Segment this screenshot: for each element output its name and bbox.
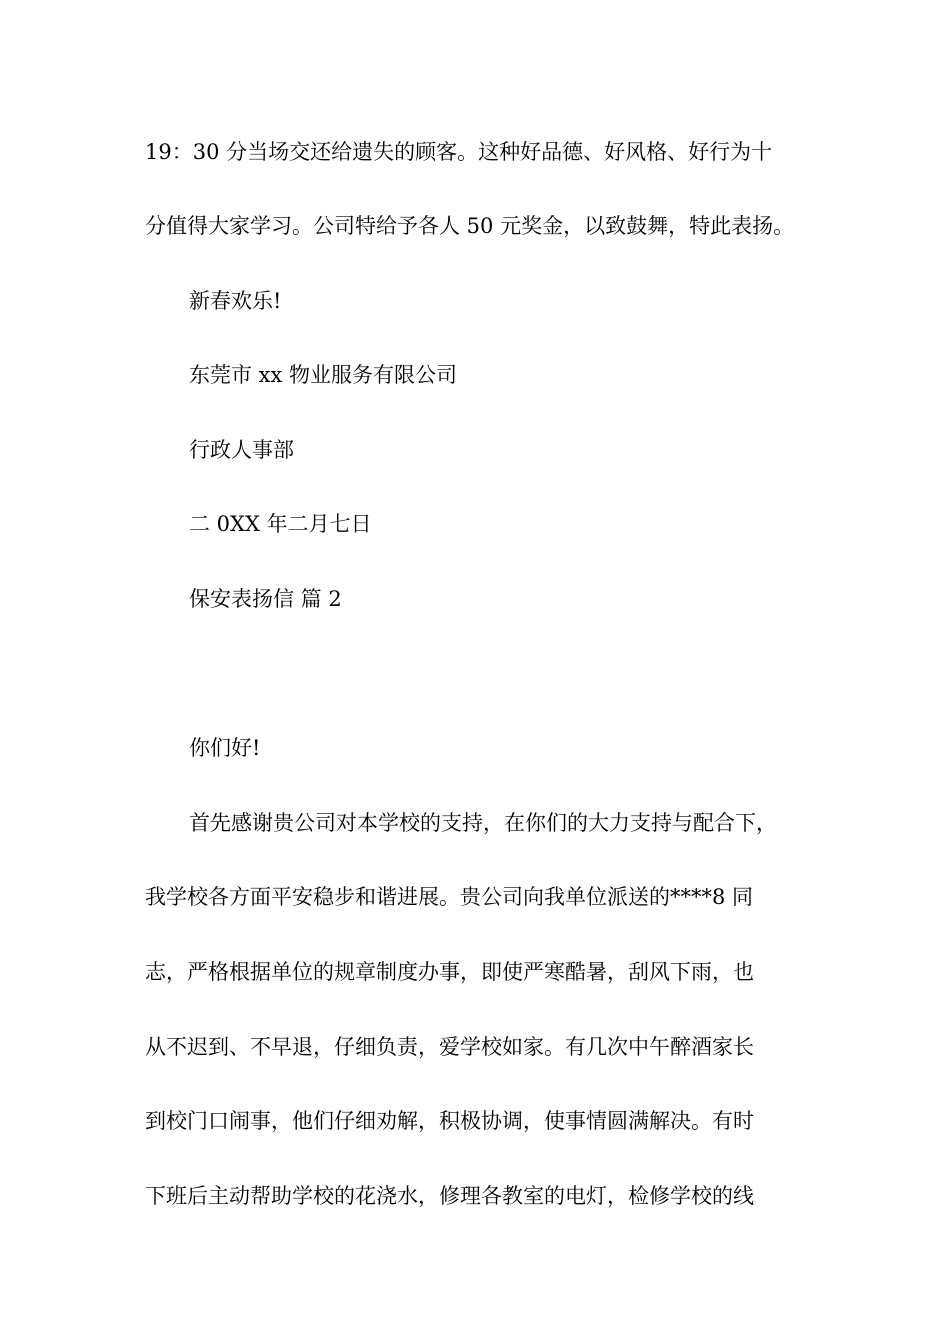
signature-department: 行政人事部 [189,438,294,462]
paragraph-line: 下班后主动帮助学校的花浇水，修理各教室的电灯，检修学校的线 [145,1184,754,1208]
paragraph-line: 我学校各方面平安稳步和谐进展。贵公司向我单位派送的****8 同 [145,885,754,909]
salutation: 你们好! [189,736,261,760]
signature-company: 东莞市 xx 物业服务有限公司 [189,363,458,387]
section-heading: 保安表扬信 篇 2 [189,587,342,611]
letter-date: 二 0XX 年二月七日 [189,512,372,536]
closing-greeting: 新春欢乐! [189,289,282,313]
paragraph-line: 19：30 分当场交还给遗失的顾客。这种好品德、好风格、好行为十 [145,140,773,164]
paragraph-line: 从不迟到、不早退，仔细负责，爱学校如家。有几次中午醉酒家长 [145,1035,754,1059]
paragraph-line: 首先感谢贵公司对本学校的支持，在你们的大力支持与配合下， [189,811,777,835]
paragraph-line: 志，严格根据单位的规章制度办事，即使严寒酷暑，刮风下雨，也 [145,960,754,984]
paragraph-line: 分值得大家学习。公司特给予各人 50 元奖金，以致鼓舞，特此表扬。 [145,214,795,238]
paragraph-line: 到校门口闹事，他们仔细劝解，积极协调，使事情圆满解决。有时 [145,1109,754,1133]
